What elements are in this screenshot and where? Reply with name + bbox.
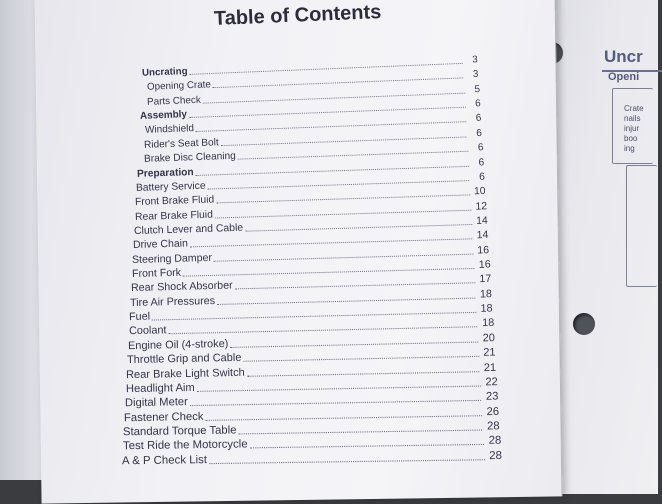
toc-entry-label: Windshield <box>144 122 195 137</box>
toc-entry-label: Preparation <box>136 165 194 180</box>
toc-entry-label: Coolant <box>128 324 167 338</box>
next-page-text-line: Crate <box>624 104 644 113</box>
toc-entry-label: Front Fork <box>131 266 181 281</box>
toc-entry-page: 23 <box>485 390 499 404</box>
toc-entry-page: 6 <box>474 97 481 110</box>
toc-entry-label: Drive Chain <box>132 237 189 252</box>
next-page-text-line: nails <box>624 114 641 123</box>
toc-entry-page: 5 <box>473 83 480 95</box>
toc-entry-page: 20 <box>482 331 495 345</box>
toc-entry-label: Clutch Lever and Cable <box>133 221 244 237</box>
toc-entry-label: Tire Air Pressures <box>129 294 216 309</box>
toc-entry-label: Throttle Grip and Cable <box>127 351 242 367</box>
toc-entry-page: 3 <box>472 53 478 66</box>
toc-entry-label: Rear Shock Absorber <box>130 279 233 295</box>
toc-entry-label: Digital Meter <box>124 395 188 410</box>
toc-entry-label: Parts Check <box>146 93 201 108</box>
toc-entry-label: Headlight Aim <box>125 381 195 396</box>
toc-leader-dots <box>209 459 484 464</box>
toc-entry-page: 26 <box>486 404 500 418</box>
toc-entry-label: Fastener Check <box>124 409 204 425</box>
toc-entry-label: Steering Damper <box>132 251 213 266</box>
toc-entry-page: 6 <box>479 170 486 183</box>
toc-entry-page: 28 <box>488 434 502 448</box>
toc-entry-page: 28 <box>489 448 503 463</box>
toc-entry-label: Brake Disc Cleaning <box>143 150 236 165</box>
toc-entry-page: 6 <box>475 112 482 125</box>
toc-entry-label: Rider's Seat Bolt <box>144 136 220 151</box>
toc-entry-label: Assembly <box>139 108 187 122</box>
toc-entry-page: 14 <box>476 229 489 242</box>
toc-leader-dots <box>244 356 479 362</box>
toc-entry-page: 17 <box>479 273 492 286</box>
toc-entry-page: 6 <box>477 141 484 154</box>
toc-entry-label: A & P Check List <box>121 452 208 468</box>
toc-entry-page: 18 <box>481 316 495 330</box>
toc-entry-page: 6 <box>478 156 485 168</box>
toc-entry-page: 28 <box>487 419 501 433</box>
toc-entry-page: 3 <box>472 68 479 81</box>
toc-entry-label: Engine Oil (4-stroke) <box>127 337 229 353</box>
toc-entry-label: Rear Brake Fluid <box>134 208 213 223</box>
toc-leader-dots <box>250 444 484 449</box>
next-page-title: Uncr <box>604 47 643 66</box>
toc-leader-dots <box>247 371 479 377</box>
toc-entry-page: 16 <box>477 243 490 257</box>
toc-entry-label: Fuel <box>129 310 151 324</box>
toc-entry-page: 10 <box>474 185 487 198</box>
toc-entry-page: 22 <box>484 375 498 389</box>
next-page-text-line: ing <box>624 144 635 153</box>
toc-entry-label: Standard Torque Table <box>123 423 238 439</box>
toc-entry-label: Test Ride the Motorcycle <box>122 437 248 453</box>
toc-entry-page: 18 <box>480 302 494 315</box>
next-page-text-line: boo <box>624 134 638 143</box>
toc-entry-page: 21 <box>483 346 496 360</box>
toc-entry-page: 18 <box>479 287 493 301</box>
toc-entry-page: 14 <box>475 214 488 227</box>
next-page-subtitle: Openi <box>608 71 640 83</box>
toc-entry-label: Battery Service <box>135 179 206 194</box>
toc-entry-label: Opening Crate <box>147 79 212 93</box>
toc-entry-label: Uncrating <box>141 65 188 79</box>
toc-entry-page: 6 <box>476 127 483 139</box>
toc-entry-page: 21 <box>484 360 497 374</box>
toc-entry-label: Front Brake Fluid <box>135 193 215 209</box>
page-title: Table of Contents <box>213 0 382 30</box>
toc-entry-label: Rear Brake Light Switch <box>126 365 246 381</box>
toc-entry-page: 12 <box>474 199 487 213</box>
next-page-text-line: injur <box>624 124 640 133</box>
toc-entry-page: 16 <box>478 258 491 271</box>
